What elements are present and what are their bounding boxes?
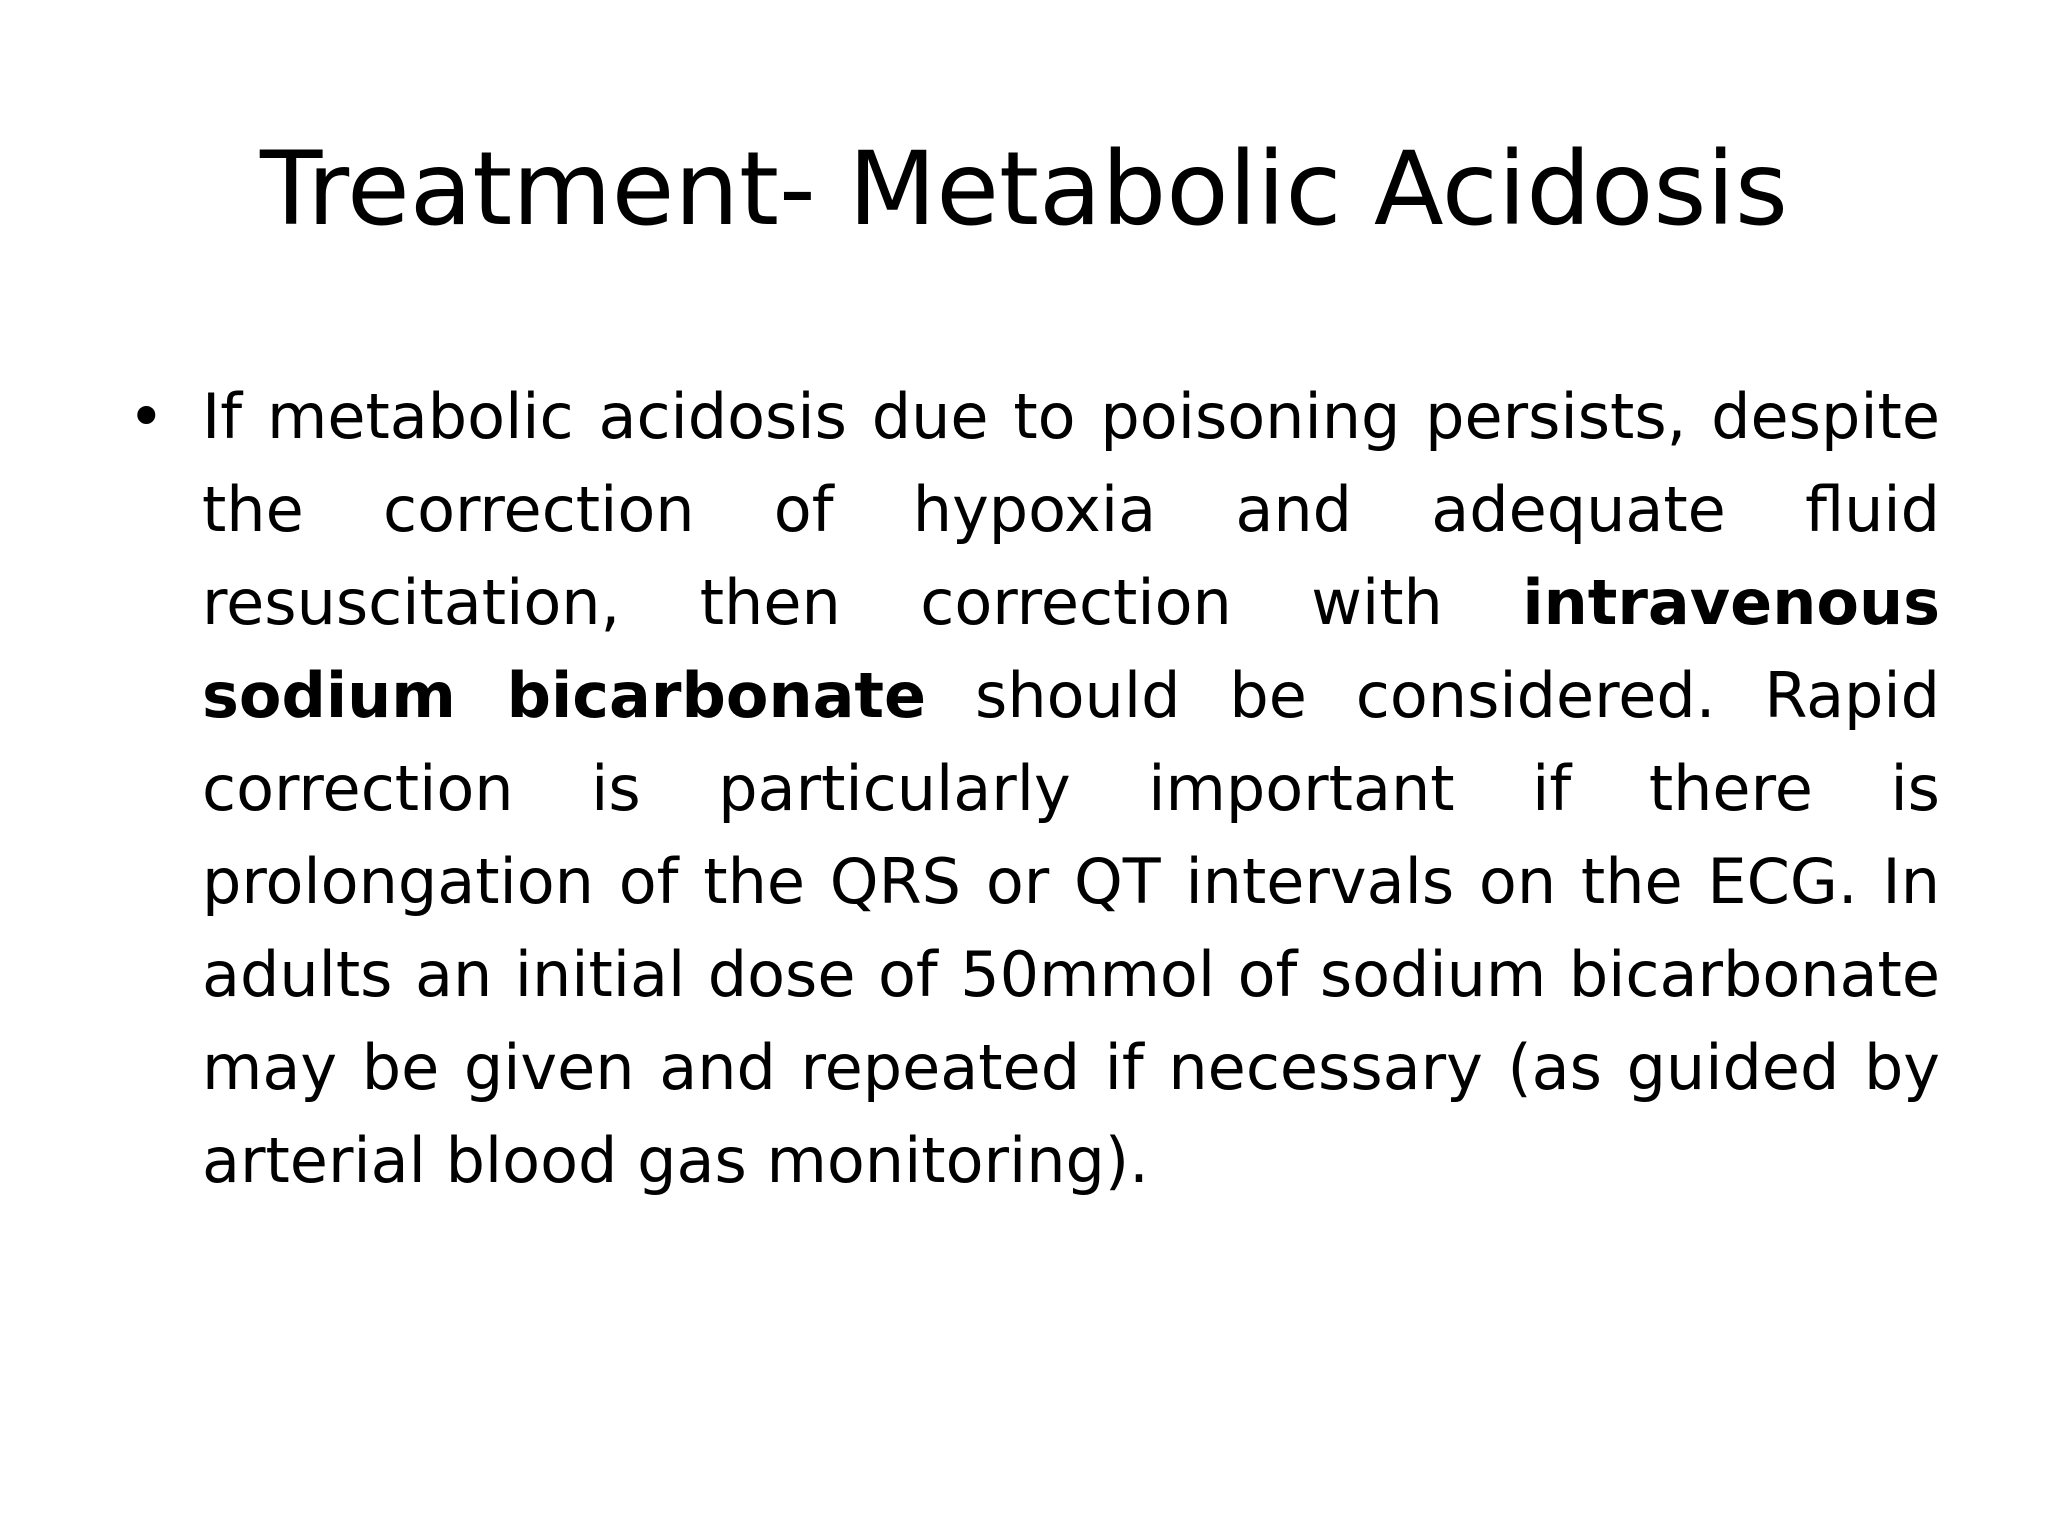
- bullet-item: [120, 370, 1940, 1207]
- bullet-bold-text: intravenous sodium bicarbonate: [202, 566, 1940, 732]
- bullet-text-before: If metabolic acidosis due to poisoning persists, despite the correction of hypoxia and adequate fluid resuscitation, then correction with: [202, 380, 1940, 639]
- bullet-list: [120, 370, 1940, 1207]
- slide-title: Treatment- Metabolic Acidosis: [259, 130, 1788, 249]
- bullet-text-after: should be considered. Rapid correction is particularly important if there is prolongation of the QRS or QT intervals on the ECG. In adults an initial dose of 50mmol of sodium bicarbonate may be given and repeated if necessary (as guided by arterial blood gas monitoring).: [202, 659, 1940, 1197]
- bullet-marker: •: [128, 380, 165, 453]
